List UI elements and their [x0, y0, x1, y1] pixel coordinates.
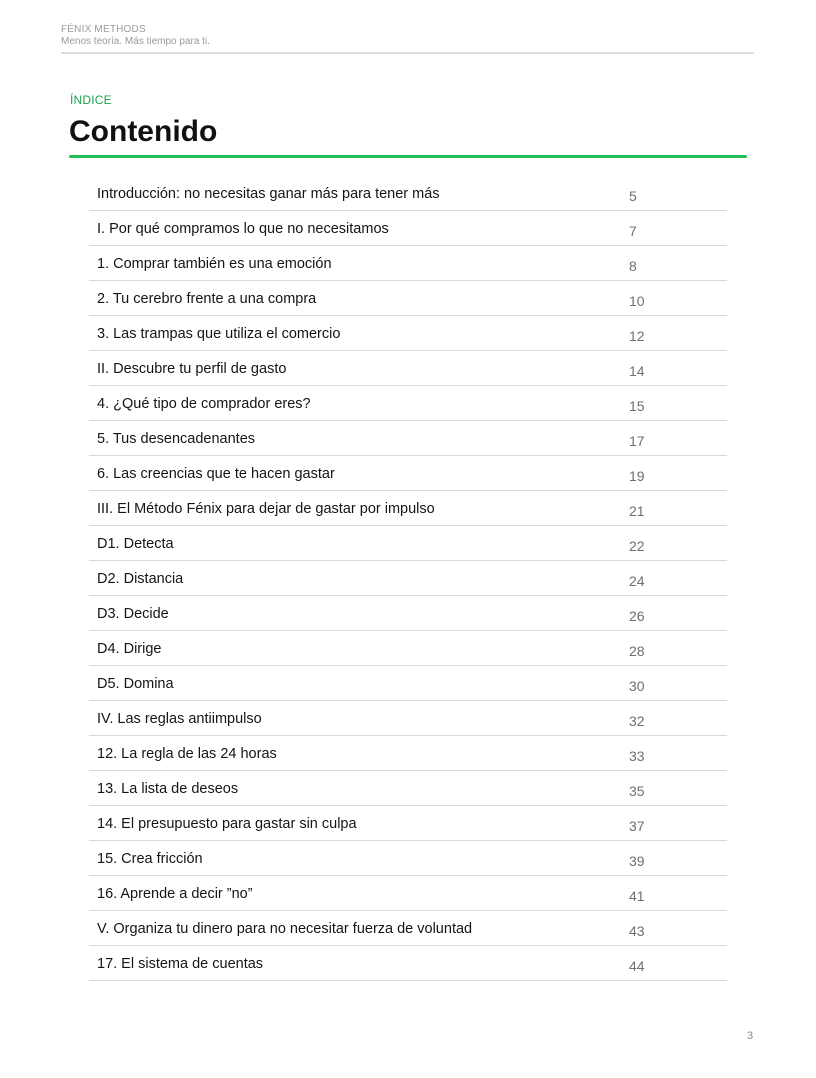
toc-entry-title: 2. Tu cerebro frente a una compra	[97, 291, 317, 307]
brand-name: FÉNIX METHODS	[61, 24, 146, 35]
table-of-contents	[89, 176, 727, 981]
brand-tagline: Menos teoría. Más tiempo para ti.	[61, 36, 210, 47]
toc-entry-page: 24	[629, 573, 645, 589]
toc-entry[interactable]	[89, 736, 727, 771]
toc-entry-title: D1. Detecta	[97, 536, 174, 552]
toc-entry-title: II. Descubre tu perfil de gasto	[97, 361, 287, 377]
toc-entry-page: 10	[629, 293, 645, 309]
toc-entry[interactable]	[89, 631, 727, 666]
toc-entry[interactable]	[89, 386, 727, 421]
toc-entry[interactable]	[89, 596, 727, 631]
toc-entry[interactable]	[89, 421, 727, 456]
toc-entry-page: 43	[629, 923, 645, 939]
toc-entry-title: D2. Distancia	[97, 571, 184, 587]
toc-entry-title: 15. Crea fricción	[97, 851, 203, 867]
toc-entry-title: 5. Tus desencadenantes	[97, 431, 256, 447]
toc-entry-page: 32	[629, 713, 645, 729]
toc-entry-title: 17. El sistema de cuentas	[97, 956, 264, 972]
toc-entry-title: D3. Decide	[97, 606, 169, 622]
toc-entry-title: D4. Dirige	[97, 641, 162, 657]
toc-entry-title: D5. Domina	[97, 676, 174, 692]
toc-entry-title: Introducción: no necesitas ganar más para tener más	[97, 186, 440, 202]
toc-entry-page: 33	[629, 748, 645, 764]
toc-entry-page: 14	[629, 363, 645, 379]
toc-entry-page: 44	[629, 958, 645, 974]
toc-entry[interactable]	[89, 771, 727, 806]
toc-entry-page: 17	[629, 433, 645, 449]
toc-entry-page: 41	[629, 888, 645, 904]
toc-entry-title: 12. La regla de las 24 horas	[97, 746, 277, 762]
toc-entry[interactable]	[89, 526, 727, 561]
toc-entry-page: 28	[629, 643, 645, 659]
toc-entry[interactable]	[89, 911, 727, 946]
toc-entry-title: V. Organiza tu dinero para no necesitar fuerza de voluntad	[97, 921, 473, 937]
toc-entry-page: 12	[629, 328, 645, 344]
toc-entry-title: 4. ¿Qué tipo de comprador eres?	[97, 396, 311, 412]
section-eyebrow: ÍNDICE	[70, 93, 112, 107]
toc-entry[interactable]	[89, 456, 727, 491]
toc-entry-page: 15	[629, 398, 645, 414]
toc-entry[interactable]	[89, 316, 727, 351]
toc-entry-title: 16. Aprende a decir ”no”	[97, 886, 253, 902]
toc-entry-page: 35	[629, 783, 645, 799]
toc-entry-page: 8	[629, 258, 637, 274]
toc-entry[interactable]	[89, 946, 727, 981]
toc-entry-title: I. Por qué compramos lo que no necesitamos	[97, 221, 389, 237]
toc-entry[interactable]	[89, 666, 727, 701]
toc-entry[interactable]	[89, 701, 727, 736]
toc-entry[interactable]	[89, 351, 727, 386]
toc-entry[interactable]	[89, 806, 727, 841]
toc-entry-title: III. El Método Fénix para dejar de gastar por impulso	[97, 501, 435, 517]
toc-entry-page: 5	[629, 188, 637, 204]
toc-entry[interactable]	[89, 176, 727, 211]
toc-entry-page: 39	[629, 853, 645, 869]
toc-entry[interactable]	[89, 211, 727, 246]
title-underline	[69, 155, 747, 158]
toc-entry[interactable]	[89, 491, 727, 526]
toc-entry-title: 6. Las creencias que te hacen gastar	[97, 466, 335, 482]
toc-entry-title: 14. El presupuesto para gastar sin culpa	[97, 816, 357, 832]
toc-entry[interactable]	[89, 841, 727, 876]
toc-entry-page: 7	[629, 223, 637, 239]
toc-entry[interactable]	[89, 246, 727, 281]
toc-entry-title: 13. La lista de deseos	[97, 781, 239, 797]
toc-entry-page: 37	[629, 818, 645, 834]
toc-entry-page: 26	[629, 608, 645, 624]
toc-entry-title: 1. Comprar también es una emoción	[97, 256, 332, 272]
toc-entry-page: 30	[629, 678, 645, 694]
toc-entry-page: 21	[629, 503, 645, 519]
toc-entry-page: 22	[629, 538, 645, 554]
page-number: 3	[747, 1030, 754, 1042]
toc-entry[interactable]	[89, 281, 727, 316]
running-header	[61, 24, 754, 54]
toc-entry[interactable]	[89, 561, 727, 596]
toc-entry-page: 19	[629, 468, 645, 484]
toc-entry-title: IV. Las reglas antiimpulso	[97, 711, 262, 727]
toc-entry-title: 3. Las trampas que utiliza el comercio	[97, 326, 341, 342]
page-title: Contenido	[69, 115, 218, 148]
toc-entry[interactable]	[89, 876, 727, 911]
